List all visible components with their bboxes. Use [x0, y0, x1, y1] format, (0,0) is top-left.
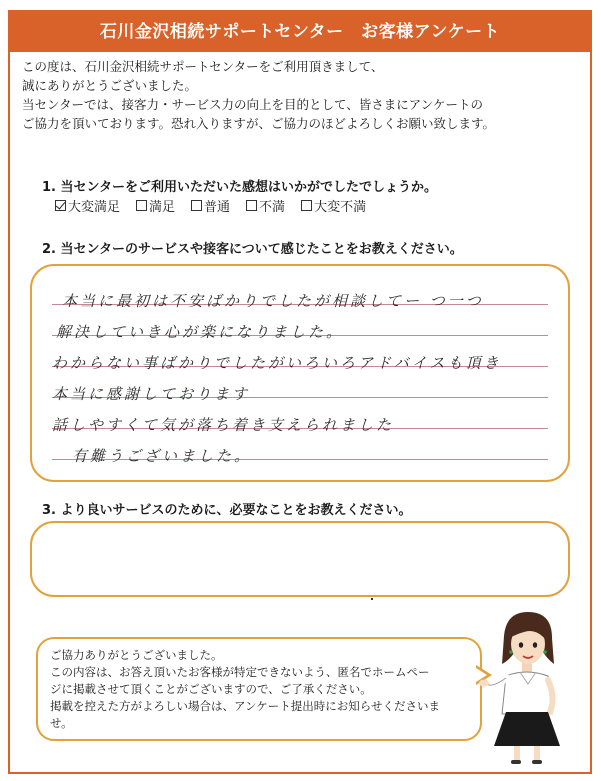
footer-line: ご協力ありがとうございました。	[50, 648, 223, 662]
option-label: 普通	[204, 200, 231, 215]
handwritten-line: わからない事ばかりでしたがいろいろアドバイスも頂き	[52, 354, 502, 372]
intro-line: この度は、石川金沢相続サポートセンターをご利用頂きまして、	[22, 59, 384, 74]
footer-line: この内容は、お答え頂いたお客様が特定できないよう、匿名でホームペー	[50, 665, 430, 679]
option-label: 大変満足	[68, 200, 121, 215]
intro-line: ご協力を頂いております。恐れ入りますが、ご協力のほどよろしくお願い致します。	[22, 116, 496, 131]
option-neutral[interactable]	[191, 196, 230, 215]
staff-woman-illustration-icon	[476, 606, 576, 766]
footer-line: ジに掲載させて頂くことがございますので、ご了承ください。	[50, 682, 372, 696]
footer-speech-bubble	[36, 637, 482, 741]
handwritten-line: 本当に最初は不安ばかりでしたが相談してー つ一つ	[62, 292, 484, 310]
footer-line: せ。	[50, 716, 73, 730]
page-title: 石川金沢相続サポートセンター お客様アンケート	[10, 12, 590, 52]
option-very-dissatisfied[interactable]	[301, 196, 366, 215]
handwritten-line: 解決していき心が楽になりました。	[56, 323, 345, 341]
option-label: 大変不満	[314, 200, 367, 215]
handwritten-line: 有難うございました。	[72, 447, 253, 465]
stray-mark	[371, 598, 373, 600]
checkbox-checked-icon[interactable]	[55, 200, 66, 211]
intro-line: 誠にありがとうございました。	[22, 78, 198, 93]
option-very-satisfied[interactable]	[55, 196, 120, 215]
footer-line: 掲載を控えた方がよろしい場合は、アンケート提出時にお知らせくださいま	[50, 699, 440, 713]
checkbox-icon[interactable]	[191, 200, 202, 211]
intro-text	[22, 57, 567, 133]
question-2-title: 2. 当センターのサービスや接客について感じたことをお教えください。	[42, 242, 463, 257]
option-dissatisfied[interactable]	[246, 196, 285, 215]
option-satisfied[interactable]	[136, 196, 175, 215]
intro-line: 当センターでは、接客力・サービス力の向上を目的として、皆さまにアンケートの	[22, 97, 484, 112]
checkbox-icon[interactable]	[246, 200, 257, 211]
option-label: 満足	[149, 200, 176, 215]
handwritten-line: 本当に感謝しております	[52, 385, 251, 403]
question-3-answer-box[interactable]	[30, 521, 570, 597]
option-label: 不満	[259, 200, 286, 215]
handwritten-line: 話しやすくて気が落ち着き支えられました	[52, 416, 395, 434]
question-3-title: 3. より良いサービスのために、必要なことをお教えください。	[42, 503, 412, 518]
checkbox-icon[interactable]	[136, 200, 147, 211]
question-2-answer-box[interactable]	[30, 264, 570, 482]
checkbox-icon[interactable]	[301, 200, 312, 211]
question-1-title: 1. 当センターをご利用いただいた感想はいかがでしたでしょうか。	[42, 180, 437, 195]
question-1-options	[55, 196, 366, 215]
